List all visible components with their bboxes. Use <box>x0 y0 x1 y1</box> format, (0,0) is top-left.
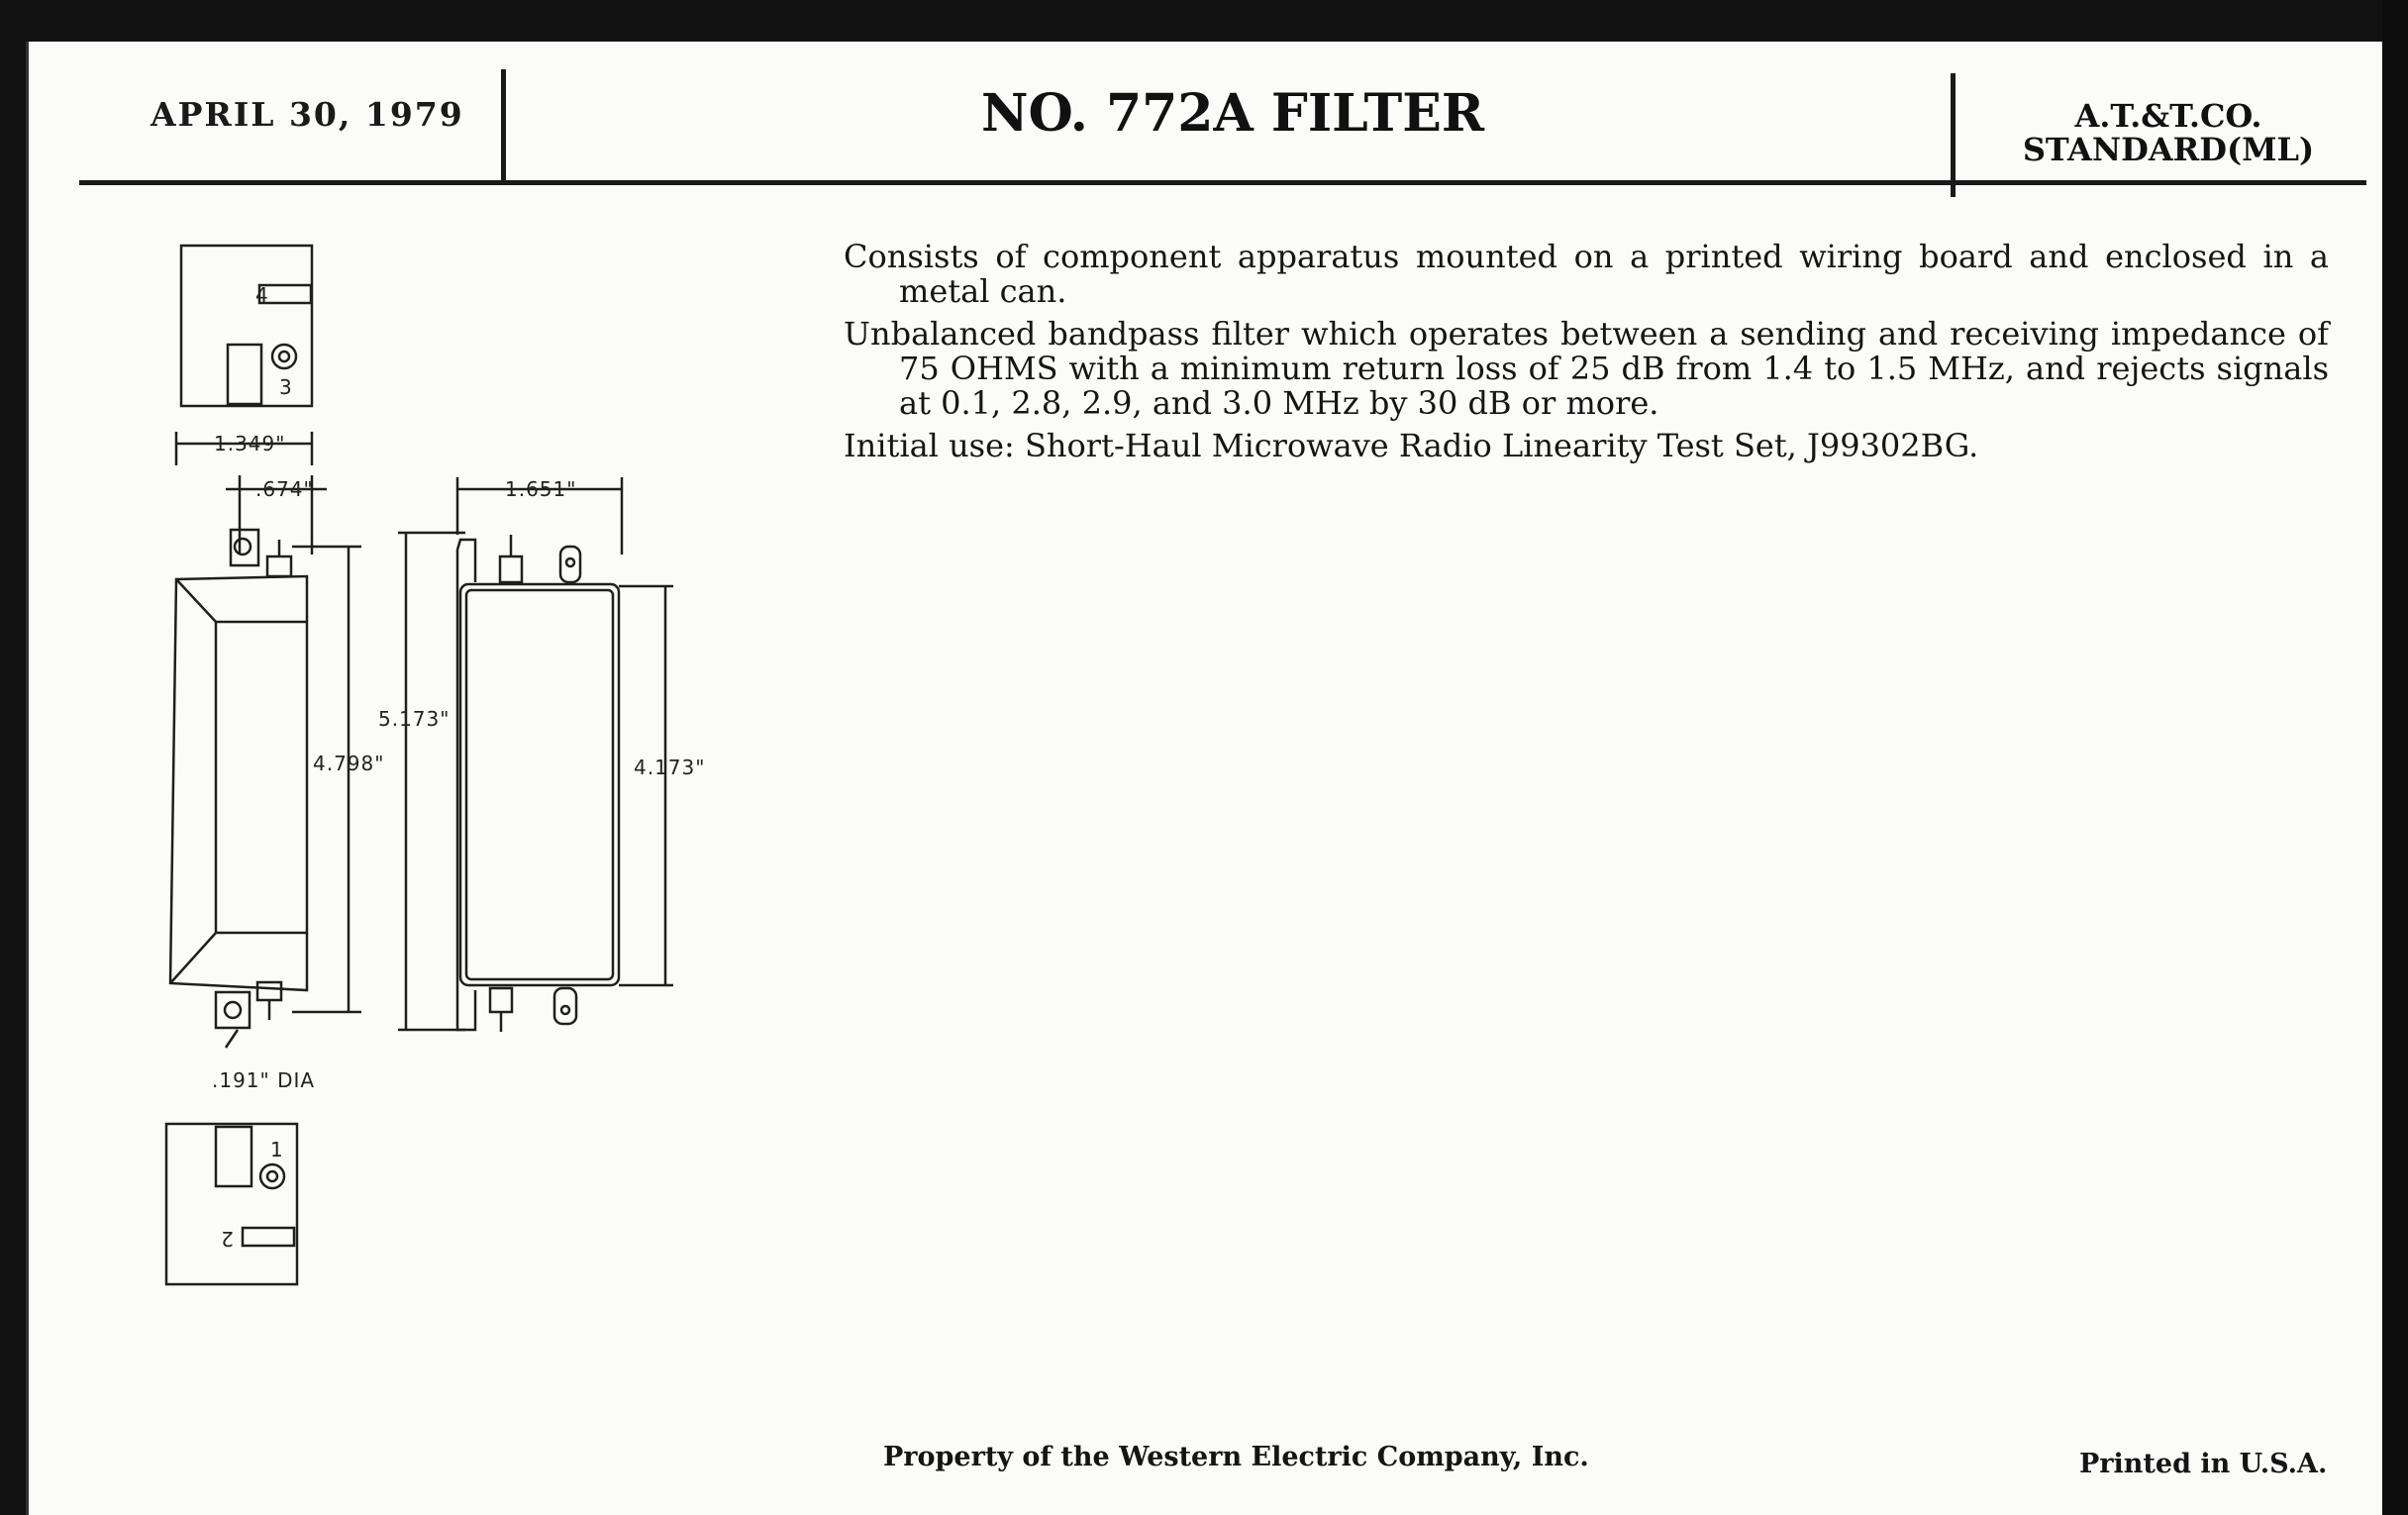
dim-label-overall-height: 5.173" <box>378 707 451 731</box>
dim-label-can-height: 4.173" <box>634 756 706 779</box>
bottom-mount-block <box>216 1127 251 1186</box>
terminal-1-coax <box>260 1164 284 1188</box>
description-paragraph-2: Unbalanced bandpass filter which operates between a sending and receiving impedance of 75 OHMS with a minimum return loss of 25 dB from 1.4 to 1.5 MHz, and rejects signals at 0.1, 2.8, 2.9, and 3.0 MHz by 30 dB or more. <box>844 315 2329 422</box>
terminal-label-3: 3 <box>279 375 293 399</box>
terminal-label-2: 2 <box>220 1227 234 1251</box>
page-title: NO. 772A FILTER <box>980 83 1485 144</box>
standard-line-1: A.T.&T.CO. <box>2074 97 2262 135</box>
terminal-label-4: 4 <box>255 283 269 307</box>
issue-date: APRIL 30, 1979 <box>150 95 464 134</box>
dim-label-hole: .191" DIA <box>212 1068 316 1092</box>
dim-label-half-width: .674" <box>255 477 314 501</box>
side-view-can <box>460 584 619 985</box>
description-paragraph-3: Initial use: Short-Haul Microwave Radio Linearity Test Set, J99302BG. <box>844 427 1979 464</box>
terminal-label-1: 1 <box>270 1138 284 1162</box>
dim-label-width: 1.349" <box>214 432 286 455</box>
description-paragraph-1: Consists of component apparatus mounted on a printed wiring board and enclosed in a metal can. <box>844 238 2329 310</box>
footer-property: Property of the Western Electric Company, Inc. <box>883 1442 1589 1472</box>
front-view-body <box>170 576 307 990</box>
terminal-3-coax <box>272 345 296 368</box>
standard-line-2: STANDARD(ML) <box>2022 131 2315 168</box>
terminal-2-tab <box>243 1228 294 1246</box>
dim-label-mount-height: 4.798" <box>313 752 385 775</box>
footer-printed: Printed in U.S.A. <box>2079 1449 2328 1479</box>
top-mount-block <box>228 345 261 404</box>
dim-label-depth: 1.651" <box>505 477 577 501</box>
